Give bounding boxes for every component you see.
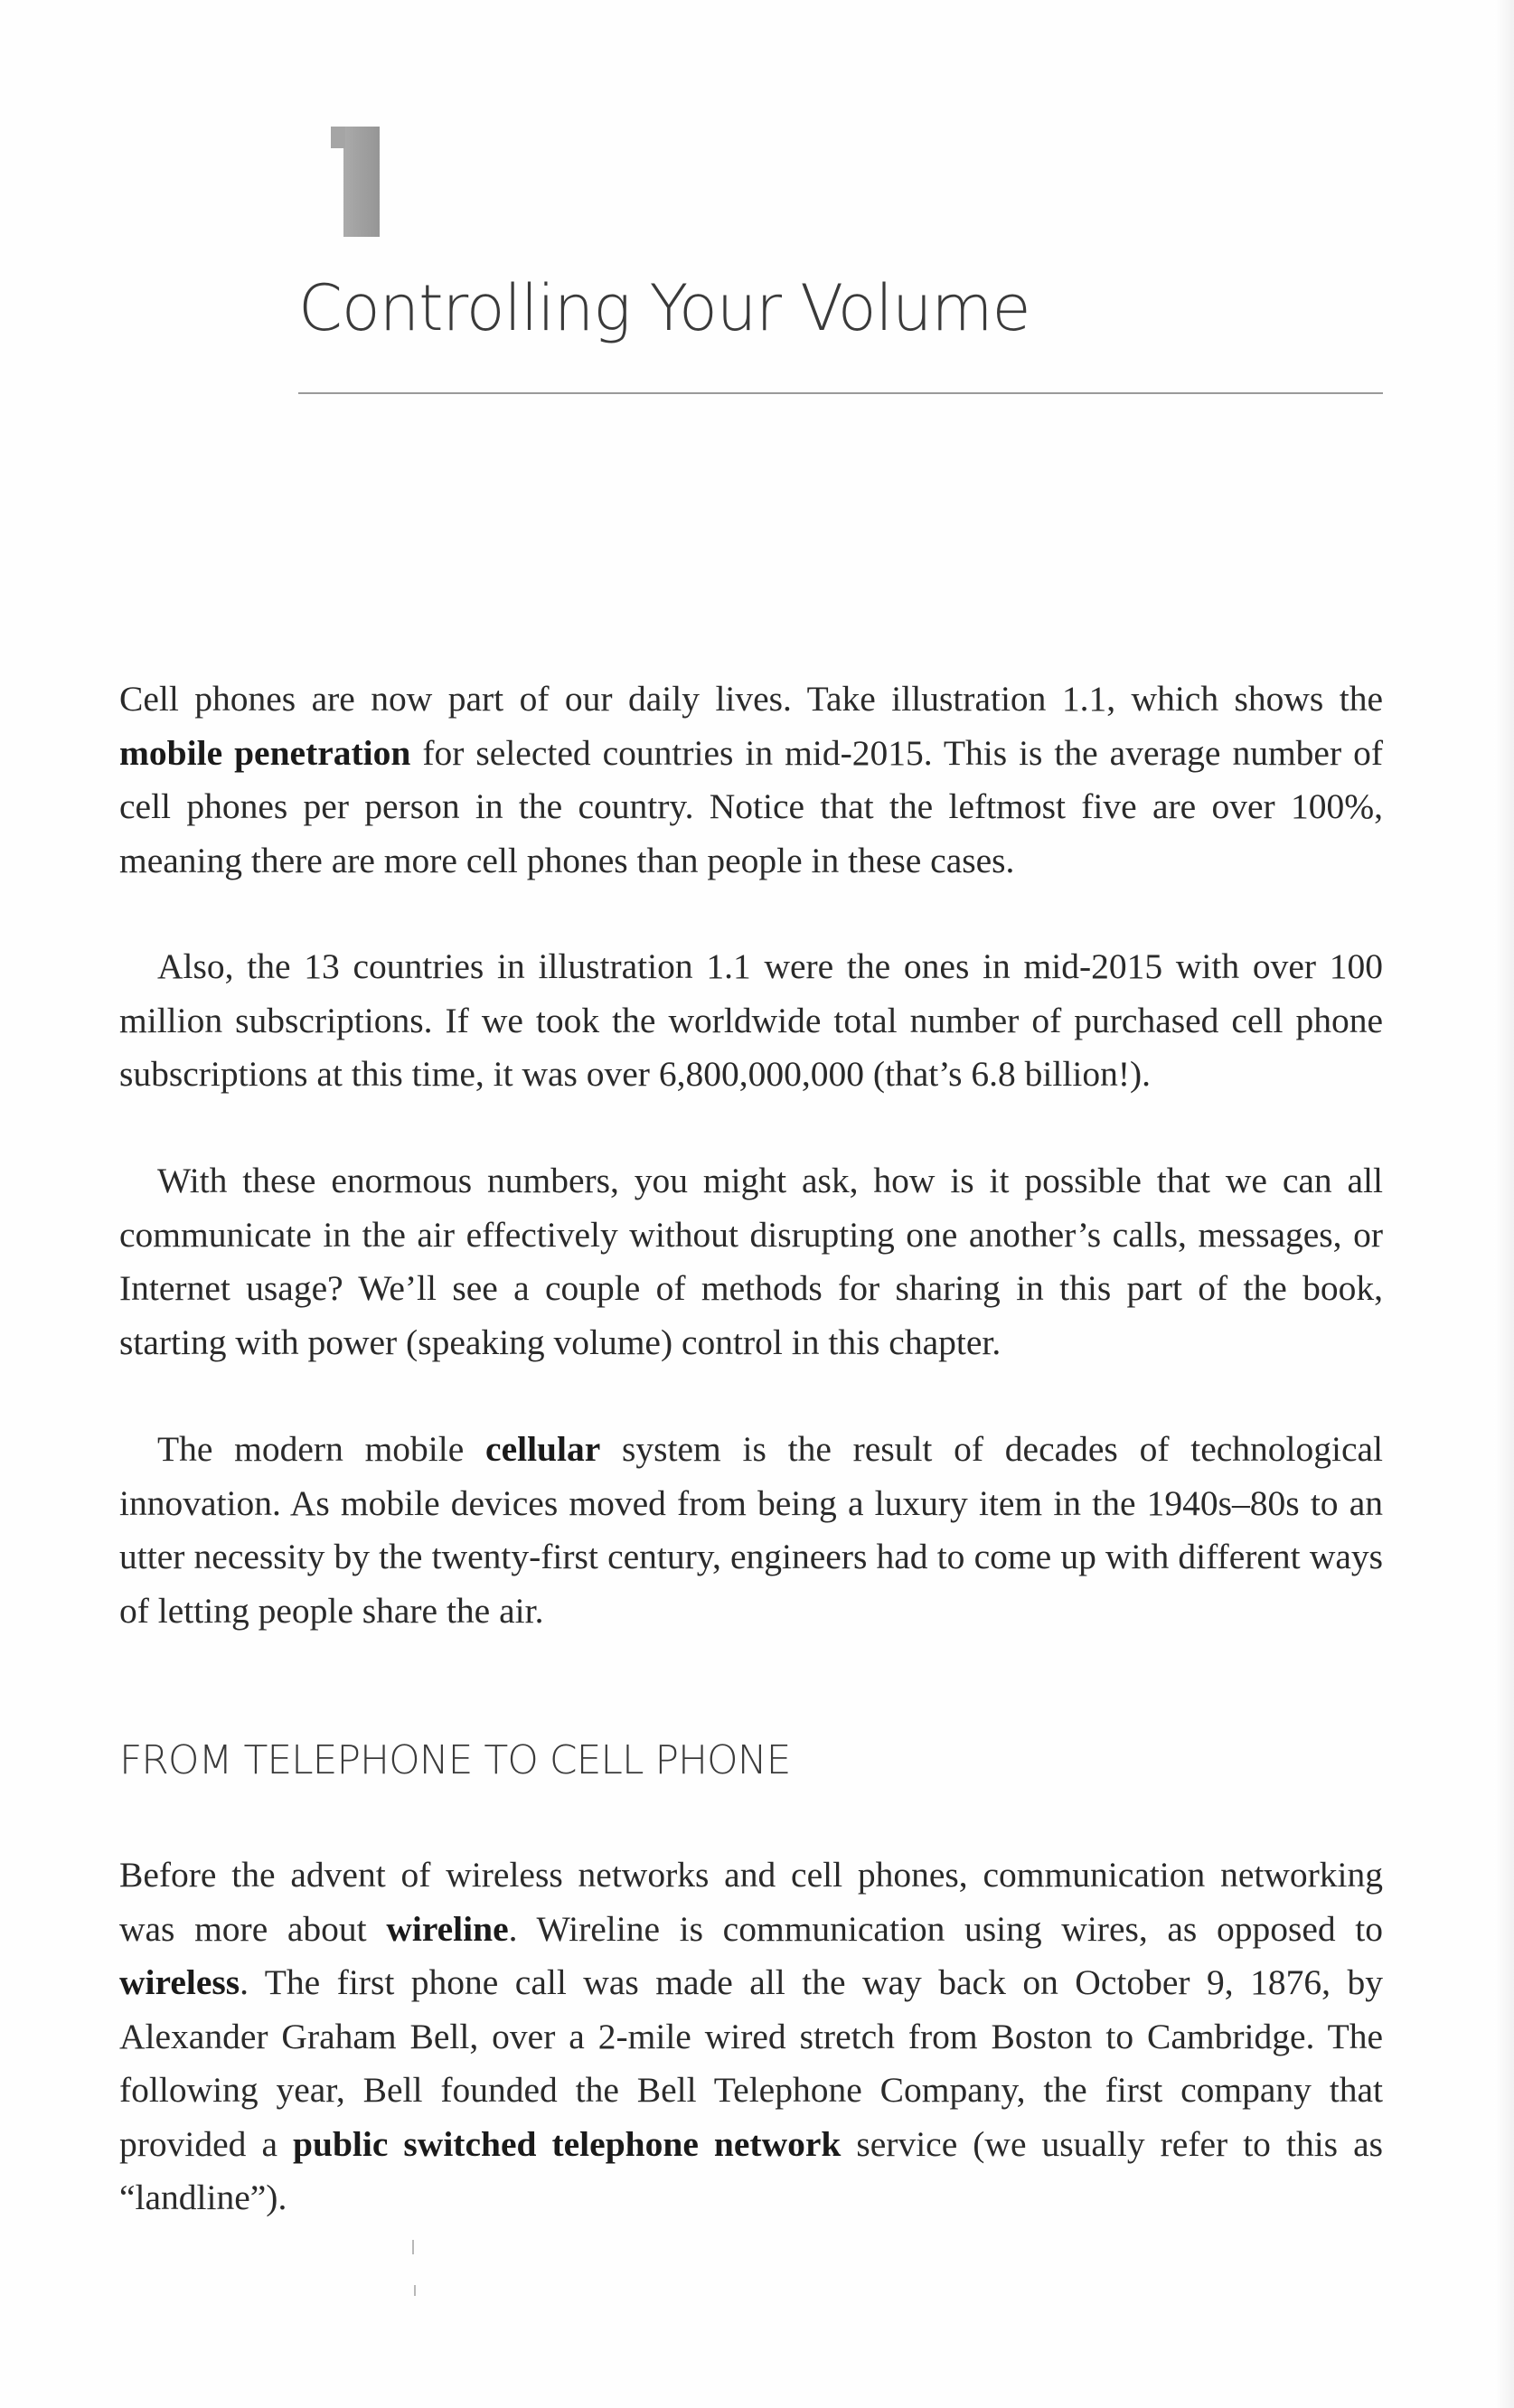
- chapter-number-glyph: [343, 127, 380, 237]
- text-run: Also, the 13 countries in illustration 1.1 were the ones in mid-2015 with over 100 million subscriptions. If we took the worldwide total number of purchased cell phone subscriptions at this time, it was over 6,800,000,000 (that’s 6.8 billion!).: [119, 946, 1383, 1094]
- paragraph-cellular-system: [119, 1423, 1383, 1638]
- text-run: system is the result of decades of technological innovation. As mobile devices moved from being a luxury item in the 1940s–80s to an utter necessity by the twenty-first century, engineers had to come up with different ways of letting people share the air.: [119, 1429, 1383, 1631]
- text-run: . Wireline is communication using wires, as opposed to: [508, 1908, 1383, 1949]
- chapter-title: Controlling Your Volume: [298, 271, 1030, 345]
- text-run: Cell phones are now part of our daily lives. Take illustration 1.1, which shows the: [119, 679, 1383, 719]
- text-run: service (we usually refer to this as “landline”).: [119, 2123, 1383, 2217]
- text-run: . The first phone call was made all the way back on October 9, 1876, by Alexander Graham Bell, over a 2-mile wired stretch from Boston to Cambridge. The following year, Bell founded the Bell Telephone Company, the first company that provided a: [119, 1962, 1383, 2164]
- scan-mark: [412, 2240, 414, 2254]
- text-run: The modern mobile: [157, 1429, 486, 1469]
- bold-term: mobile penetration: [119, 732, 411, 773]
- paragraph-subscriptions: [119, 940, 1383, 1102]
- text-run: for selected countries in mid-2015. This is the average number of cell phones per person in the country. Notice that the leftmost five are over 100%, meaning there are more cell phones than people in these cases.: [119, 732, 1383, 880]
- title-divider: [298, 392, 1383, 394]
- section-heading: FROM TELEPHONE TO CELL PHONE: [119, 1737, 791, 1783]
- paragraph-wireline-history: [119, 1848, 1383, 2225]
- bold-term: wireless: [119, 1962, 240, 2002]
- text-run: With these enormous numbers, you might ask, how is it possible that we can all communicate in the air effectively without disrupting one another’s calls, messages, or Internet usage? We’ll see a couple of methods for sharing in this part of the book, starting with power (speaking volume) control in this chapter.: [119, 1161, 1383, 1362]
- bold-term: public switched telephone network: [293, 2123, 842, 2164]
- scan-mark: [414, 2285, 416, 2296]
- text-run: Before the advent of wireless networks and cell phones, communication networking was more about: [119, 1855, 1383, 1949]
- bold-term: cellular: [485, 1429, 601, 1469]
- paragraph-mobile-penetration: [119, 673, 1383, 888]
- paragraph-sharing-methods: [119, 1154, 1383, 1369]
- bold-term: wireline: [386, 1908, 509, 1949]
- page-edge-shadow: [1494, 0, 1514, 2408]
